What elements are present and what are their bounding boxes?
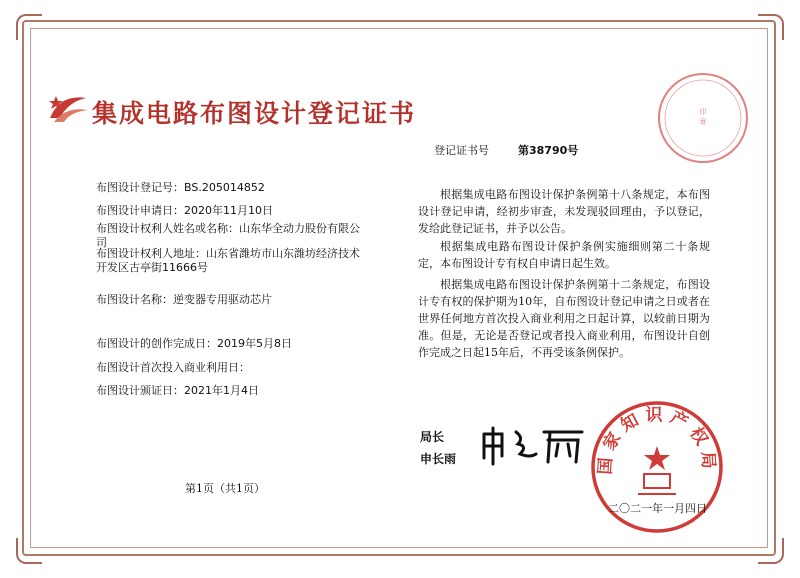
- paragraph-effective: 根据集成电路布图设计保护条例实施细则第二十条规定，本布图设计专有权自申请日起生效。: [418, 240, 710, 270]
- field-right-holder-address: [96, 247, 366, 275]
- field-value: BS.205014852: [184, 181, 265, 194]
- field-issue-date: [96, 384, 259, 398]
- field-value: 2019年5月8日: [217, 337, 292, 350]
- field-creation-date: [96, 337, 292, 351]
- reg-number-label: 登记证书号: [434, 144, 489, 157]
- corner-ornament: [758, 538, 784, 564]
- field-label: 布图设计名称：: [96, 293, 173, 306]
- field-label: 布图设计权利人地址：: [96, 247, 206, 260]
- field-value: 2020年11月10日: [184, 204, 273, 217]
- corner-ornament: [758, 14, 784, 40]
- svg-text:印: 印: [699, 108, 707, 116]
- paragraph-registration: 根据集成电路布图设计保护条例第十八条规定，本布图设计登记申请，经初步审查，未发现驳回理由，予以登记，发给此登记证书，并予以公告。: [418, 188, 710, 235]
- signatory-name: 申长雨: [420, 452, 457, 466]
- corner-ornament: [16, 14, 42, 40]
- field-design-name: [96, 293, 272, 307]
- page-number: 第1页（共1页）: [185, 482, 265, 495]
- signatory-title: 局长: [420, 430, 445, 444]
- field-right-holder-name: [96, 222, 366, 250]
- paragraph-protection-term: 根据集成电路布图设计保护条例第十二条规定，布图设计专有权的保护期为10年，自布图设计登记申请之日或者在世界任何地方首次投入商业利用之日起计算，以较前日期为准。但是，无论是否登记或者投入商业利用，布图设计自创作完成之日起15年后，不再受该条例保护。: [418, 278, 710, 359]
- field-value: 山东华全动力股份有限公司: [96, 222, 360, 249]
- field-value: 山东省潍坊市山东潍坊经济技术开发区古亭街11666号: [96, 247, 360, 274]
- field-value: 逆变器专用驱动芯片: [173, 293, 272, 306]
- field-label: 布图设计首次投入商业利用日：: [96, 361, 250, 374]
- field-label: 布图设计权利人姓名或名称：: [96, 222, 239, 235]
- field-value: 2021年1月4日: [184, 384, 259, 397]
- handwritten-signature: [478, 424, 588, 466]
- issue-date-chinese: 二〇二一年一月四日: [608, 502, 707, 515]
- certificate-title: 集成电路布图设计登记证书: [92, 99, 417, 128]
- field-registration-number: [96, 181, 265, 195]
- reg-number-value: 第38790号: [518, 144, 579, 157]
- svg-text:章: 章: [699, 118, 707, 126]
- cnipa-logo-icon: [46, 88, 90, 128]
- field-label: 布图设计的创作完成日：: [96, 337, 217, 350]
- svg-text:国家知识产权局: [595, 405, 718, 475]
- corner-ornament: [16, 538, 42, 564]
- field-application-date: [96, 204, 273, 218]
- field-label: 布图设计申请日：: [96, 204, 184, 217]
- field-first-commercial-use-date: [96, 361, 250, 375]
- seal-text: 国家知识产权局: [595, 405, 719, 476]
- field-label: 布图设计颁证日：: [96, 384, 184, 397]
- top-seal-stamp: [655, 70, 751, 166]
- field-label: 布图设计登记号：: [96, 181, 184, 194]
